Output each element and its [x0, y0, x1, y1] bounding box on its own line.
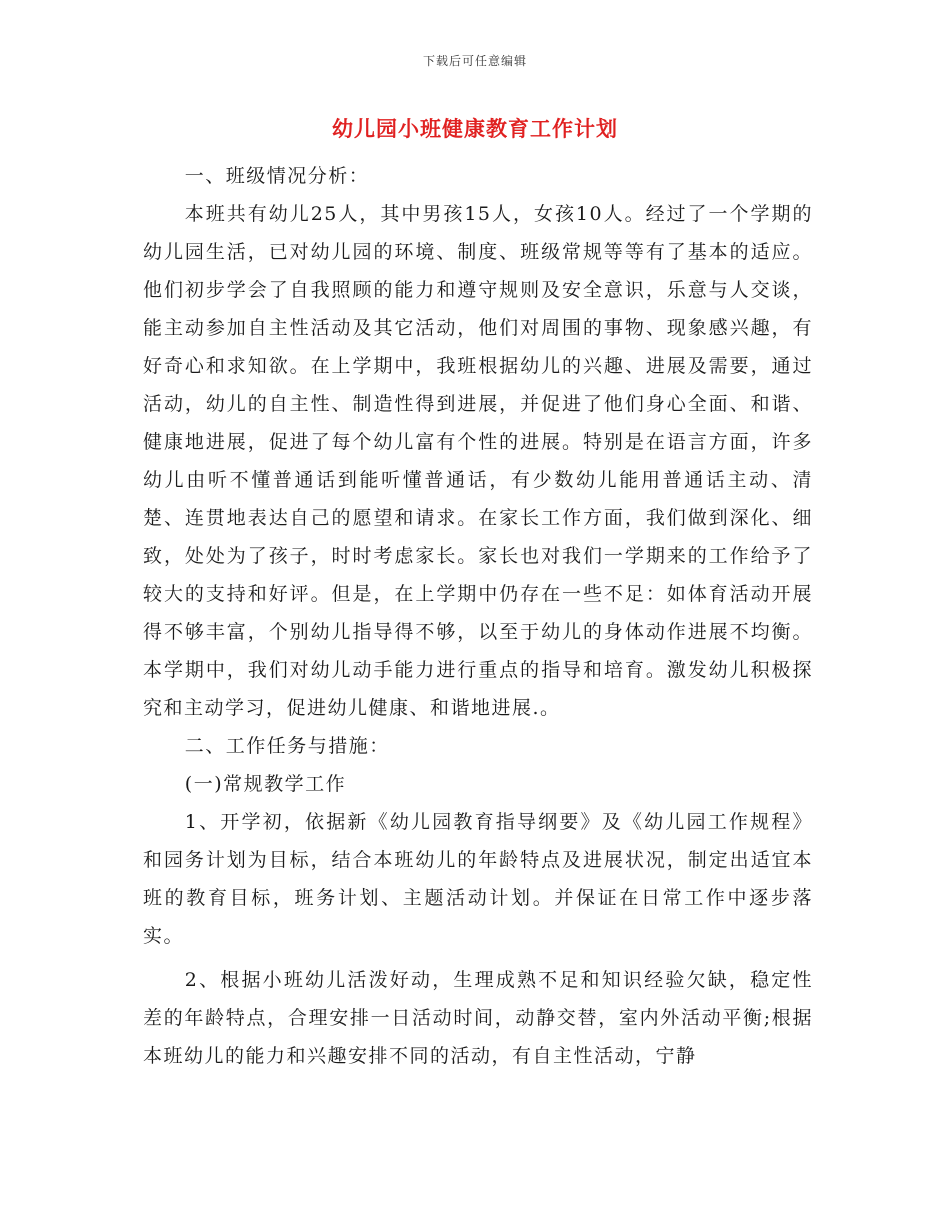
section-2-subheading-1: (一)常规教学工作 — [184, 773, 347, 795]
section-1-paragraph: 本班共有幼儿25人，其中男孩15人，女孩10人。经过了一个学期的幼儿园生活，已对幼儿园的环境、制度、班级常规等等有了基本的适应。他们初步学会了自我照顾的能力和遵守规则及安全意识，乐意与人交谈，能主动参加自主性活动及其它活动，他们对周围的事物、现象感兴趣，有好奇心和求知欲。在上学期中，我班根据幼儿的兴趣、进展及需要，通过活动，幼儿的自主性、制造性得到进展，并促进了他们身心全面、和谐、健康地进展，促进了每个幼儿富有个性的进展。特别是在语言方面，许多幼儿由听不懂普通话到能听懂普通话，有少数幼儿能用普通话主动、清楚、连贯地表达自己的愿望和请求。在家长工作方面，我们做到深化、细致，处处为了孩子，时时考虑家长。家长也对我们一学期来的工作给予了较大的支持和好评。但是，在上学期中仍存在一些不足：如体育活动开展得不够丰富，个别幼儿指导得不够，以至于幼儿的身体动作进展不均衡。本学期中，我们对幼儿动手能力进行重点的指导和培育。激发幼儿积极探究和主动学习，促进幼儿健康、和谐地进展.。 — [143, 203, 813, 719]
document-body — [143, 157, 813, 1075]
list-item-1: 1、开学初，依据新《幼儿园教育指导纲要》及《幼儿园工作规程》和园务计划为目标，结合本班幼儿的年龄特点及进展状况，制定出适宜本班的教育目标，班务计划、主题活动计划。并保证在日常工作中逐步落实。 — [143, 811, 813, 947]
section-2-heading: 二、工作任务与措施： — [184, 735, 390, 757]
page-title: 幼儿园小班健康教育工作计划 — [332, 116, 618, 141]
header-note: 下载后可任意编辑 — [422, 54, 527, 68]
section-1-heading: 一、班级情况分析： — [184, 165, 370, 187]
list-item-2: 2、根据小班幼儿活泼好动，生理成熟不足和知识经验欠缺，稳定性差的年龄特点，合理安排一日活动时间，动静交替，室内外活动平衡;根据本班幼儿的能力和兴趣安排不同的活动，有自主性活动，宁静 — [143, 969, 813, 1067]
